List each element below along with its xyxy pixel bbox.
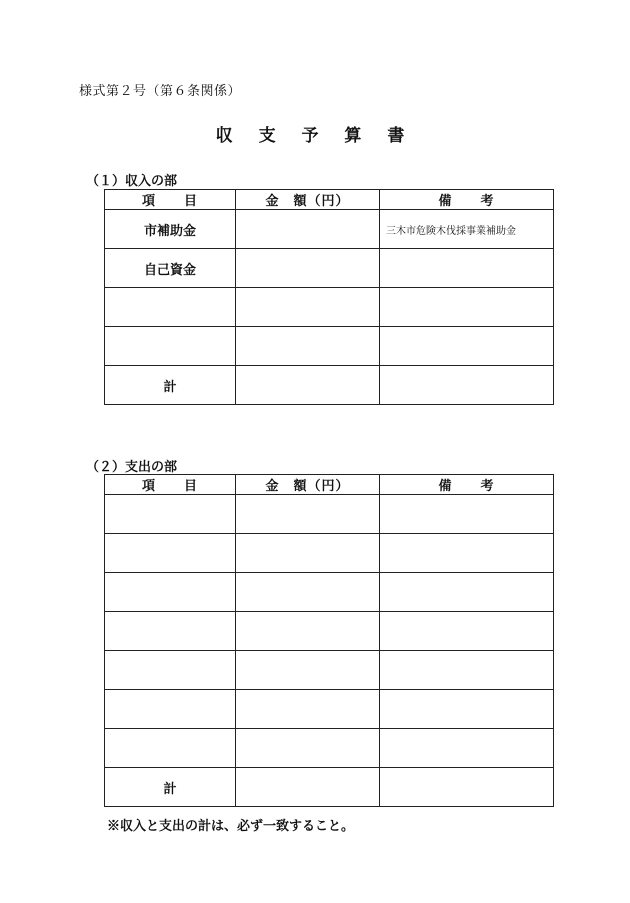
header-item: 項 目 — [105, 475, 236, 495]
amount-cell — [236, 288, 380, 327]
remarks-cell — [380, 768, 554, 807]
expenditure-table — [104, 474, 554, 807]
remarks-cell — [380, 534, 554, 573]
table-row — [105, 495, 554, 534]
item-cell — [105, 534, 236, 573]
table-row — [105, 612, 554, 651]
table-row — [105, 534, 554, 573]
remarks-cell — [380, 327, 554, 366]
table-row — [105, 366, 554, 405]
amount-cell — [236, 327, 380, 366]
table-row — [105, 729, 554, 768]
header-amount: 金 額（円） — [236, 475, 380, 495]
item-cell — [105, 651, 236, 690]
income-table — [104, 189, 554, 405]
remarks-cell — [380, 651, 554, 690]
remarks-cell — [380, 495, 554, 534]
item-cell — [105, 729, 236, 768]
item-cell: 計 — [105, 768, 236, 807]
table-row — [105, 690, 554, 729]
table-header-row — [105, 475, 554, 495]
item-cell: 自己資金 — [105, 249, 236, 288]
remarks-cell — [380, 366, 554, 405]
item-cell — [105, 690, 236, 729]
table-row — [105, 288, 554, 327]
footnote: ※収入と支出の計は、必ず一致すること。 — [107, 819, 355, 834]
amount-cell — [236, 651, 380, 690]
header-item: 項 目 — [105, 190, 236, 210]
item-cell — [105, 612, 236, 651]
remarks-cell — [380, 729, 554, 768]
header-remarks: 備 考 — [380, 190, 554, 210]
document-title: 収 支 予 算 書 — [215, 126, 415, 146]
table-row — [105, 573, 554, 612]
remarks-cell — [380, 573, 554, 612]
remarks-cell: 三木市危険木伐採事業補助金 — [380, 210, 554, 249]
amount-cell — [236, 366, 380, 405]
amount-cell — [236, 612, 380, 651]
amount-cell — [236, 534, 380, 573]
remarks-cell — [380, 249, 554, 288]
income-rows — [105, 210, 554, 405]
table-row — [105, 249, 554, 288]
income-section-heading: （１）収入の部 — [86, 174, 178, 189]
amount-cell — [236, 210, 380, 249]
amount-cell — [236, 690, 380, 729]
expenditure-rows — [105, 495, 554, 807]
remarks-cell — [380, 288, 554, 327]
header-amount: 金 額（円） — [236, 190, 380, 210]
amount-cell — [236, 768, 380, 807]
header-remarks: 備 考 — [380, 475, 554, 495]
item-cell — [105, 495, 236, 534]
amount-cell — [236, 249, 380, 288]
expenditure-section-heading: （２）支出の部 — [86, 460, 178, 475]
amount-cell — [236, 495, 380, 534]
table-row — [105, 768, 554, 807]
table-row — [105, 651, 554, 690]
amount-cell — [236, 573, 380, 612]
item-cell: 市補助金 — [105, 210, 236, 249]
item-cell — [105, 327, 236, 366]
remarks-cell — [380, 612, 554, 651]
item-cell — [105, 573, 236, 612]
table-row — [105, 327, 554, 366]
table-row — [105, 210, 554, 249]
table-header-row — [105, 190, 554, 210]
amount-cell — [236, 729, 380, 768]
form-number: 様式第２号（第６条関係） — [79, 84, 242, 99]
remarks-cell — [380, 690, 554, 729]
item-cell: 計 — [105, 366, 236, 405]
item-cell — [105, 288, 236, 327]
